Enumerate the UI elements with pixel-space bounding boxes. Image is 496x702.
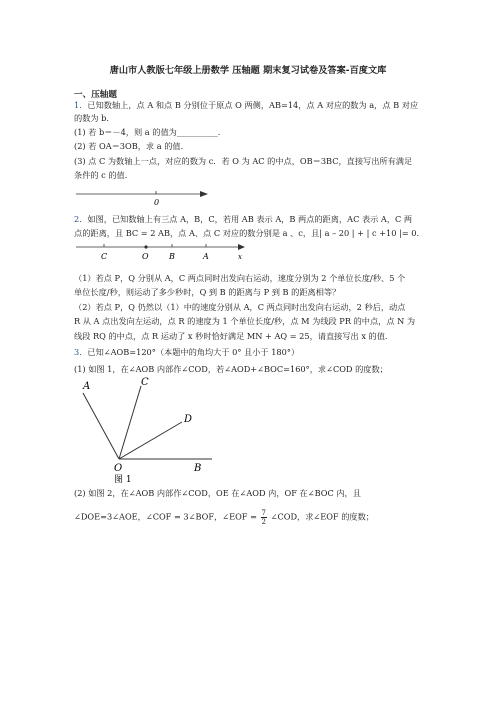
q2-part-1-line-2: 单位长度/秒，则运动了多少秒时，Q 到 B 的距离与 P 到 B 的距离相等？	[74, 287, 341, 297]
q3-part-2-text-a: ∠DOE=3∠AOE，∠COF = 3∠BOF，∠EOF =	[74, 511, 260, 522]
q1-part-1: (1) 若 b＝－4，则 a 的值为__________.	[74, 127, 221, 137]
fig1-caption: 图 1	[114, 475, 132, 485]
q3-fraction-numerator: 7	[261, 509, 266, 517]
q1-line-6: 条件的 c 的值.	[74, 170, 128, 180]
q2-line-2: 点的距离，且 BC = 2 AB，点 A、点 C 对应的数分别是 a 、c，且| a – 20 | + | c +10 |= 0．	[74, 228, 425, 238]
fig1-label-a: A	[83, 381, 91, 392]
fig1-label-c: C	[141, 377, 149, 388]
section-heading: 一、压轴题	[74, 90, 117, 100]
q3-figure-1	[80, 376, 220, 486]
q3-part-2-line-2	[74, 509, 374, 526]
q2-part-1-line-1: （1）若点 P，Q 分别从 A，C 两点同时出发向右运动，速度分别为 2 个单位长度/秒、5 个	[74, 273, 406, 283]
q2-part-2-line-2: R 从 A 点出发向左运动，点 R 的速度为 1 个单位长度/秒，点 M 为线段 PR 的中点，点 N 为	[74, 316, 416, 326]
q3-part-2-text-b: ∠COD，求∠EOF 的度数；	[270, 511, 374, 522]
q1-text-1: 已知数轴上，点 A 和点 B 分别位于原点 O 两侧，AB=14，点 A 对应的数为 a，点 B 对应	[87, 100, 419, 110]
q2-number-line	[74, 241, 254, 265]
q2-line-1	[74, 213, 412, 225]
q2-axis-label-a: A	[203, 252, 209, 261]
q3-part-2-line-1: (2) 如图 2，在∠AOB 内部作∠COD，OE 在∠AOD 内，OF 在∠BOC 内，且	[74, 488, 361, 498]
q2-part-2-line-1: （2）若点 P，Q 仍然以（1）中的速度分别从 A，C 两点同时出发向右运动，2 秒后，动点	[74, 302, 406, 312]
fig1-label-o: O	[114, 463, 123, 474]
q1-line-2: 的数为 b.	[74, 113, 110, 123]
q1-number-line	[74, 186, 214, 208]
fig1-label-b: B	[194, 463, 202, 474]
q3-part-1: (1) 如图 1，在∠AOB 内部作∠COD，若∠AOD+∠BOC=160°，求∠COD 的度数；	[74, 364, 388, 374]
q2-axis-label-c: C	[101, 252, 108, 261]
q1-axis-zero: 0	[154, 198, 160, 207]
q2-number: 2．	[74, 214, 88, 224]
page-title: 唐山市人教版七年级上册数学 压轴题 期末复习试卷及答案-百度文库	[109, 65, 387, 76]
q1-part-3: (3) 点 C 为数轴上一点，对应的数为 c．若 O 为 AC 的中点，OB＝3BC，直接写出所有满足	[74, 156, 413, 166]
q1-line-1	[74, 99, 418, 111]
q2-axis-label-o: O	[142, 252, 149, 261]
q2-axis-label-x: x	[238, 253, 242, 261]
q3-fraction-denominator: 2	[261, 518, 266, 526]
q2-axis-label-b: B	[169, 252, 175, 261]
q3-line-1	[74, 346, 299, 358]
q3-text-1: 已知∠AOB=120°（本题中的角均大于 0° 且小于 180°）	[87, 347, 300, 357]
q1-number: 1．	[74, 100, 88, 110]
q1-part-2: (2) 若 OA＝3OB，求 a 的值.	[74, 141, 184, 151]
q2-part-2-line-3: 线段 RQ 的中点，点 R 运动了 x 秒时恰好满足 MN + AQ = 25，请直接写出 x 的值.	[74, 331, 388, 341]
q3-number: 3．	[74, 347, 88, 357]
fig1-label-d: D	[184, 414, 193, 425]
q2-text-1: 如图，已知数轴上有三点 A，B，C，若用 AB 表示 A，B 两点的距离，AC 表示 A，C 两	[87, 214, 413, 224]
q3-fraction	[261, 509, 267, 526]
